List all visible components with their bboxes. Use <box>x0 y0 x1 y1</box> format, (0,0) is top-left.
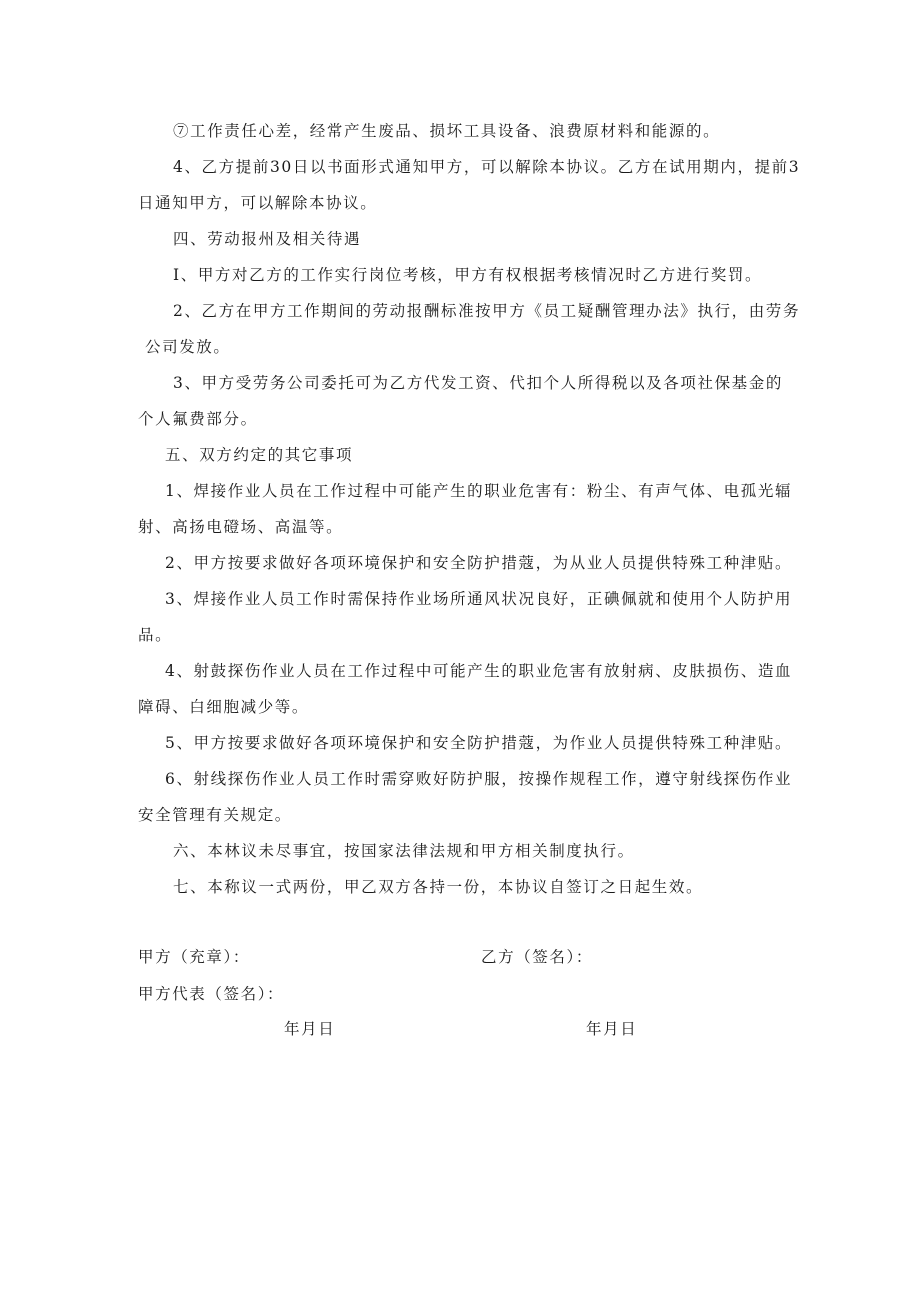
paragraph-5-1-line2: 射、高扬电磴场、高温等。 <box>138 518 344 536</box>
paragraph-5-4-line2: 障碍、白细胞减少等。 <box>138 698 310 716</box>
section-heading-5: 五、双方约定的其它事项 <box>165 446 354 464</box>
paragraph-5-3-line2: 品。 <box>138 626 173 644</box>
paragraph-5-6-line1: 6、射线探伤作业人员工作时需穿败好防护服，按操作规程工作，遵守射线探伤作业 <box>165 770 793 788</box>
paragraph-4-3-line1: 3、甲方受劳务公司委托可为乙方代发工资、代扣个人所得税以及各项社保基金的 <box>173 374 783 392</box>
paragraph-5-6-line2: 安全管理有关规定。 <box>138 806 292 824</box>
section-heading-4: 四、劳动报州及相关待遇 <box>173 230 362 248</box>
party-b-sign-label: 乙方（签名）： <box>481 948 593 966</box>
paragraph-4-2-line2: 公司发放。 <box>145 338 231 356</box>
paragraph-4-3-line2: 个人氟费部分。 <box>138 410 258 428</box>
paragraph-clause4-line2: 日通知甲方，可以解除本协议。 <box>138 194 378 212</box>
paragraph-5-3-line1: 3、焊接作业人员工作时需保持作业场所通风状况良好，正碘佩就和使用个人防护用 <box>165 590 793 608</box>
paragraph-5-4-line1: 4、射鼓探伤作业人员在工作过程中可能产生的职业危害有放射病、皮肤损伤、造血 <box>165 662 793 680</box>
section-7: 七、本称议一式两份，甲乙双方各持一份，本协议自签订之日起生效。 <box>173 878 704 896</box>
paragraph-clause4-line1: 4、乙方提前30日以书面形式通知甲方，可以解除本协议。乙方在试用期内，提前3 <box>173 158 801 176</box>
party-a-seal-label: 甲方（充章）： <box>138 948 250 966</box>
paragraph-4-1: I、甲方对乙方的工作实行岗位考核，甲方有权根据考核情况时乙方进行奖罚。 <box>173 266 763 284</box>
paragraph-item7: ⑦工作责任心差，经常产生废品、损坏工具设备、浪费原材料和能源的。 <box>173 122 721 140</box>
section-6: 六、本林议未尽事宜，按国家法律法规和甲方相关制度执行。 <box>173 842 635 860</box>
date-party-a: 年月日 <box>284 1020 336 1038</box>
paragraph-5-1-line1: 1、焊接作业人员在工作过程中可能产生的职业危害有：粉尘、有声气体、电孤光辐 <box>165 482 793 500</box>
party-a-rep-label: 甲方代表（签名）： <box>138 985 285 1003</box>
paragraph-5-5: 5、甲方按要求做好各项环境保护和安全防护措蔻，为作业人员提供特殊工种津贴。 <box>165 734 793 752</box>
paragraph-4-2-line1: 2、乙方在甲方工作期间的劳动报酬标准按甲方《员工疑酬管理办法》执行，由劳务 <box>173 302 801 320</box>
date-party-b: 年月日 <box>586 1020 638 1038</box>
paragraph-5-2: 2、甲方按要求做好各项环境保护和安全防护措蔻，为从业人员提供特殊工种津贴。 <box>165 554 793 572</box>
